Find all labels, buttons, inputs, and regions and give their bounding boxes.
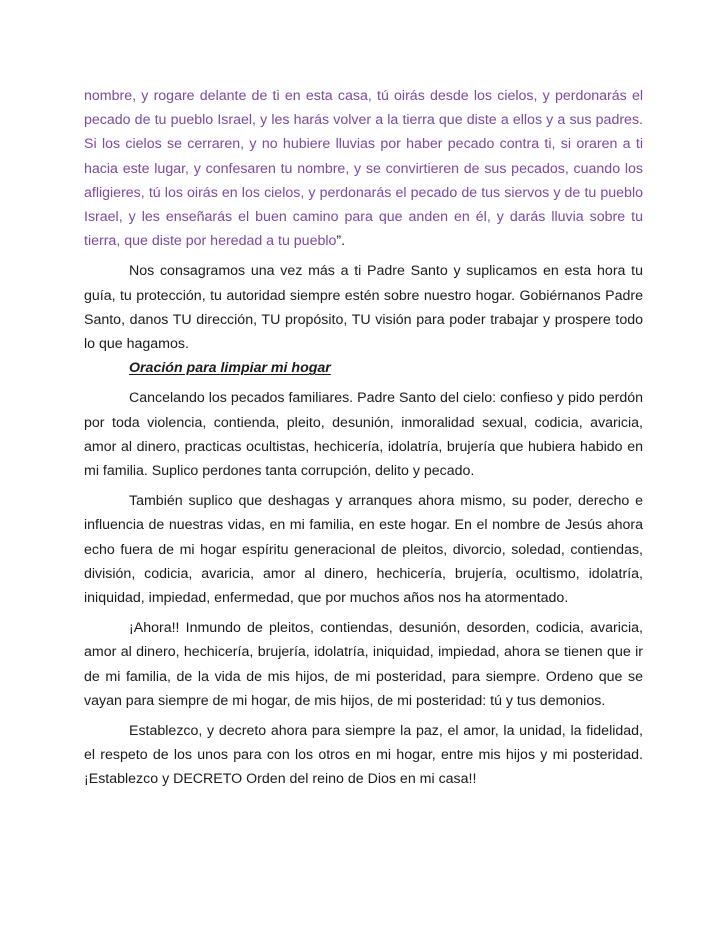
quote-close: ”. — [336, 233, 346, 250]
section-heading: Oración para limpiar mi hogar — [129, 360, 331, 377]
paragraph-decree: Establezco, y decreto ahora para siempre la paz, el amor, la unidad, la fidelidad, el respeto de los unos para con los otros en mi hogar, entre mis hijos y mi posteridad. ¡Establezco y DECRETO Orden del reino de Dios en mi casa!! — [84, 723, 643, 788]
paragraph-confession: Cancelando los pecados familiares. Padre Santo del cielo: confieso y pido perdón por toda violencia, contienda, pleito, desunión, inmoralidad sexual, codicia, avaricia, amor al dinero, practicas ocultistas, hechicería, idolatría, brujería que hubiera habido en mi familia. Suplico perdones tanta corrupción, delito y pecado. — [84, 390, 643, 480]
paragraph-quote — [84, 84, 643, 253]
paragraph-supplication: También suplico que deshagas y arranques ahora mismo, su poder, derecho e influencia de nuestras vidas, en mi familia, en este hogar. En el nombre de Jesús ahora echo fuera de mi hogar espíritu generacional de pleitos, divorcio, soledad, contiendas, división, codicia, avaricia, amor al dinero, hechicería, brujería, ocultismo, idolatría, iniquidad, impiedad, enfermedad, que por muchos años nos ha atormentado. — [84, 493, 643, 607]
document-page — [84, 84, 643, 792]
paragraph-consecration: Nos consagramos una vez más a ti Padre Santo y suplicamos en esta hora tu guía, tu protección, tu autoridad siempre estén sobre nuestro hogar. Gobiérnanos Padre Santo, danos TU dirección, TU propósito, TU visión para poder trabajar y prospere todo lo que hagamos. — [84, 263, 643, 353]
bible-quote-text: nombre, y rogare delante de ti en esta casa, tú oirás desde los cielos, y perdonarás el pecado de tu pueblo Israel, y les harás volver a la tierra que diste a ellos y a sus padres. Si los cielos se cerraren, y no hubiere lluvias por haber pecado contra ti, si oraren a ti hacia este lugar, y confesaren tu nombre, y se convirtieren de sus pecados, cuando los afligieres, tú los oirás en los cielos, y perdonarás el pecado de tus siervos y de tu pueblo Israel, y les enseñarás el buen camino para que anden en él, y darás lluvia sobre tu tierra, que diste por heredad a tu pueblo — [84, 88, 643, 250]
paragraph-command: ¡Ahora!! Inmundo de pleitos, contiendas, desunión, desorden, codicia, avaricia, amor al dinero, hechicería, brujería, idolatría, iniquidad, impiedad, ahora se tienen que ir de mi familia, de la vida de mis hijos, de mi posteridad, para siempre. Ordeno que se vayan para siempre de mi hogar, de mis hijos, de mi posteridad: tú y tus demonios. — [84, 620, 643, 709]
